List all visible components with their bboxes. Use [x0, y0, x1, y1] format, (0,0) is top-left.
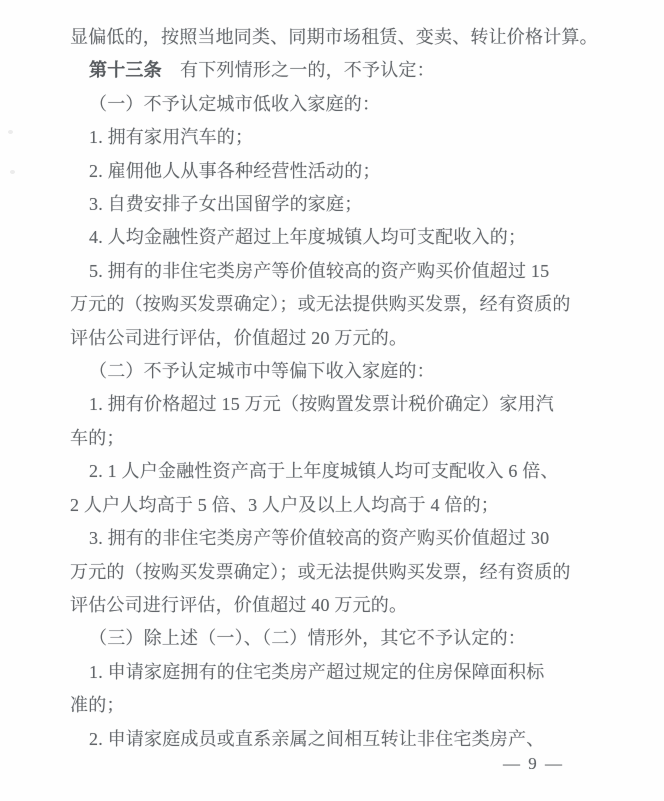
text-segment: 3. 自费安排子女出国留学的家庭； [89, 194, 363, 215]
article-number: 第十三条 [89, 60, 162, 81]
text-line [70, 689, 610, 722]
text-line [70, 155, 610, 188]
text-line [70, 255, 610, 288]
text-segment: 2 人户人均高于 5 倍、3 人户及以上人均高于 4 倍的； [70, 494, 499, 515]
text-segment: 1. 拥有家用汽车的； [89, 127, 254, 148]
text-segment: 2. 雇佣他人从事各种经营性活动的； [89, 160, 381, 181]
text-segment: 有下列情形之一的，不予认定： [161, 60, 435, 81]
text-segment: 车的； [70, 427, 125, 448]
text-line [70, 221, 610, 254]
scan-speck [10, 170, 15, 174]
text-segment: 1. 拥有价格超过 15 万元（按购置发票计税价确定）家用汽 [89, 394, 554, 415]
text-line [70, 455, 610, 488]
text-line [70, 355, 610, 388]
text-line [70, 522, 610, 555]
scan-speck [8, 130, 13, 134]
text-segment: 万元的（按购买发票确定）；或无法提供购买发票，经有资质的 [70, 561, 571, 582]
text-line [70, 121, 610, 154]
document-body [70, 21, 610, 756]
text-line [70, 88, 610, 121]
text-line [70, 489, 610, 522]
text-segment: 1. 申请家庭拥有的住宅类房产超过规定的住房保障面积标 [89, 661, 545, 682]
text-segment: 5. 拥有的非住宅类房产等价值较高的资产购买价值超过 15 [89, 260, 550, 281]
text-segment: （三）除上述（一）、（二）情形外，其它不予认定的： [89, 628, 526, 649]
text-line [70, 188, 610, 221]
text-line [70, 589, 610, 622]
text-line [70, 388, 610, 421]
text-segment: 显偏低的，按照当地同类、同期市场租赁、变卖、转让价格计算。 [70, 27, 598, 47]
text-line [70, 322, 610, 355]
text-segment: 准的； [70, 695, 125, 716]
text-segment: 2. 1 人户金融性资产高于上年度城镇人均可支配收入 6 倍、 [89, 461, 559, 482]
text-segment: 3. 拥有的非住宅类房产等价值较高的资产购买价值超过 30 [89, 528, 550, 549]
text-line [70, 556, 610, 589]
text-line [70, 622, 610, 655]
text-segment: 4. 人均金融性资产超过上年度城镇人均可支配收入的； [89, 227, 527, 248]
text-segment: （二）不予认定城市中等偏下收入家庭的： [89, 361, 435, 382]
text-line [70, 54, 610, 87]
text-line [70, 21, 610, 54]
text-segment: 2. 申请家庭成员或直系亲属之间相互转让非住宅类房产、 [89, 728, 545, 749]
text-line [70, 288, 610, 321]
text-line [70, 422, 610, 455]
text-line [70, 656, 610, 689]
page-number: — 9 — [503, 754, 564, 773]
text-segment: （一）不予认定城市低收入家庭的： [89, 93, 381, 114]
text-segment: 万元的（按购买发票确定）；或无法提供购买发票，经有资质的 [70, 294, 571, 315]
text-segment: 评估公司进行评估，价值超过 20 万元的。 [70, 327, 408, 348]
text-segment: 评估公司进行评估，价值超过 40 万元的。 [70, 594, 408, 615]
text-line [70, 723, 610, 756]
